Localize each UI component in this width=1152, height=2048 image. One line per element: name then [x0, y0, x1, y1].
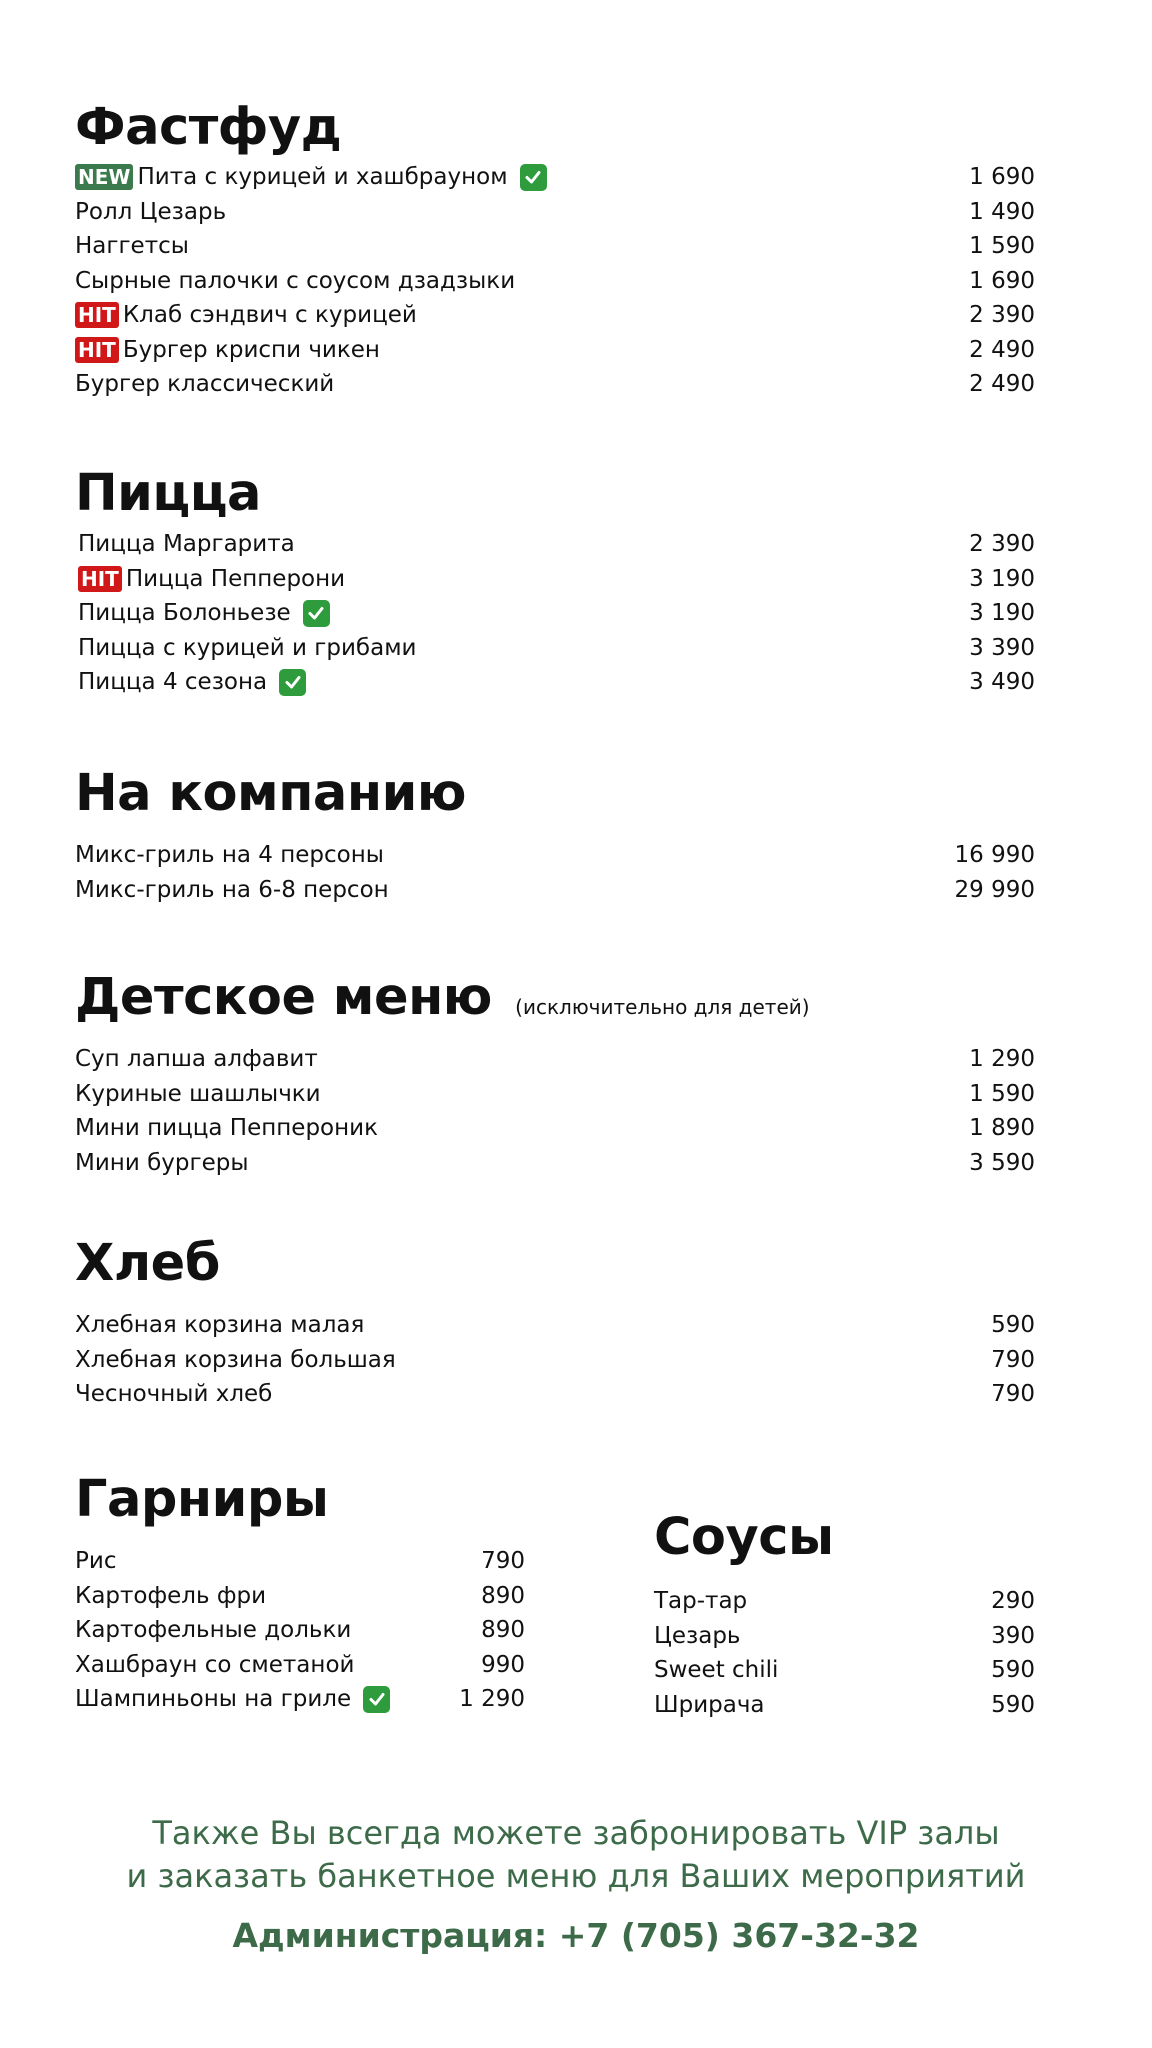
menu-item-name	[75, 1042, 318, 1076]
checkmark-icon	[303, 600, 330, 627]
checkmark-icon	[520, 164, 547, 191]
menu-item-name	[75, 1343, 396, 1377]
menu-item	[75, 264, 1035, 298]
menu-item	[78, 562, 1035, 596]
menu-item	[654, 1619, 1035, 1653]
menu-item-label: Тар-тар	[654, 1588, 748, 1614]
menu-item-price: 2 390	[969, 531, 1035, 557]
menu-item-label: Пицца Болоньезе	[78, 600, 291, 626]
menu-item-name	[75, 1146, 248, 1180]
menu-item-label: Бургер классический	[75, 371, 335, 397]
menu-item-price: 3 590	[969, 1149, 1035, 1176]
menu-item-name	[78, 596, 330, 630]
menu-item-label: Микс-гриль на 6-8 персон	[75, 876, 389, 903]
menu-item-label: Мини пицца Пеппероник	[75, 1115, 379, 1141]
menu-item	[75, 838, 1035, 872]
checkmark-icon	[363, 1686, 390, 1713]
menu-item-label: Хашбраун со сметаной	[75, 1651, 355, 1678]
menu-item-name	[75, 264, 515, 298]
menu-item	[75, 1682, 525, 1716]
menu-item	[654, 1688, 1035, 1722]
menu-item	[75, 333, 1035, 367]
menu-item-label: Сырные палочки с соусом дзадзыки	[75, 267, 516, 294]
menu-item-price: 1 690	[969, 164, 1035, 190]
menu-item	[75, 1042, 1035, 1076]
new-badge: NEW	[75, 164, 133, 190]
menu-item-name	[78, 562, 345, 596]
menu-item-label: Цезарь	[654, 1622, 741, 1649]
menu-item-label: Картофельные дольки	[75, 1617, 352, 1643]
menu-item-label: Пицца 4 сезона	[78, 669, 268, 695]
menu-item-name	[75, 1648, 354, 1682]
menu-item	[75, 1146, 1035, 1180]
menu-item-label: Мини бургеры	[75, 1149, 249, 1176]
menu-item-price: 2 390	[969, 302, 1035, 328]
menu-item-label: Суп лапша алфавит	[75, 1046, 318, 1072]
menu-item-price: 1 290	[969, 1046, 1035, 1072]
section-title-kids	[75, 968, 810, 1037]
menu-item-label: Sweet chili	[654, 1657, 779, 1683]
menu-item-name	[75, 229, 189, 263]
menu-item-price: 1 590	[969, 1080, 1035, 1107]
menu-item	[75, 1343, 1035, 1377]
menu-item-name	[75, 1579, 266, 1613]
menu-item-name	[75, 1544, 116, 1578]
footer-vip-line: Также Вы всегда можете забронировать VIP залы	[152, 1814, 1000, 1852]
menu-item-price: 2 490	[969, 336, 1035, 363]
menu-item-name	[75, 1682, 390, 1716]
kids-note: (исключительно для детей)	[515, 995, 810, 1019]
hit-badge: HIT	[78, 566, 122, 592]
menu-item-name	[654, 1619, 741, 1653]
menu-item-name	[75, 367, 334, 401]
menu-item-label: Пицца Пепперони	[125, 565, 346, 592]
section-title-garnish: Гарниры	[75, 1470, 329, 1529]
menu-item	[75, 195, 1035, 229]
menu-item-name	[78, 631, 417, 665]
menu-item-price: 3 190	[969, 565, 1035, 592]
menu-item-label: Пицца с курицей и грибами	[78, 634, 417, 661]
menu-item-name	[75, 838, 384, 872]
section-title-bread: Хлеб	[75, 1234, 220, 1293]
hit-badge: HIT	[75, 302, 119, 328]
menu-item	[75, 1308, 1035, 1342]
menu-item	[75, 367, 1035, 401]
menu-item-label: Шампиньоны на гриле	[75, 1686, 352, 1712]
menu-item	[75, 1648, 525, 1682]
menu-item-price: 290	[991, 1588, 1035, 1614]
section-title-sauces: Соусы	[654, 1508, 834, 1567]
menu-item-label: Ролл Цезарь	[75, 198, 227, 225]
menu-item-label: Пицца Маргарита	[78, 531, 295, 557]
menu-item-name	[75, 1077, 321, 1111]
menu-item-price: 1 690	[969, 267, 1035, 294]
menu-item	[78, 631, 1035, 665]
footer-banquet-line: и заказать банкетное меню для Ваших мероприятий	[126, 1857, 1026, 1895]
menu-item	[75, 1579, 525, 1613]
menu-item	[654, 1653, 1035, 1687]
menu-item-price: 3 390	[969, 634, 1035, 661]
menu-item-name	[75, 1111, 378, 1145]
menu-item	[75, 1377, 1035, 1411]
menu-item-price: 990	[481, 1651, 525, 1678]
menu-item-label: Картофель фри	[75, 1582, 267, 1609]
menu-item-name	[654, 1688, 765, 1722]
menu-item-price: 16 990	[954, 842, 1035, 868]
menu-item	[78, 596, 1035, 630]
menu-item-price: 590	[991, 1312, 1035, 1338]
menu-item-name	[75, 333, 380, 367]
menu-item-price: 790	[991, 1381, 1035, 1407]
menu-item-name	[75, 298, 417, 332]
menu-item-label: Бургер криспи чикен	[122, 336, 380, 363]
menu-item	[78, 527, 1035, 561]
section-title-fastfood: Фастфуд	[75, 98, 342, 157]
menu-item-price: 1 290	[459, 1686, 525, 1712]
menu-item-label: Наггетсы	[75, 233, 189, 259]
menu-item-name	[75, 160, 547, 194]
menu-item-name	[75, 1613, 351, 1647]
menu-item-price: 1 490	[969, 198, 1035, 225]
menu-item-label: Куриные шашлычки	[75, 1080, 321, 1107]
menu-item-name	[75, 873, 389, 907]
menu-item-price: 790	[991, 1346, 1035, 1373]
menu-item-name	[75, 195, 226, 229]
menu-item-price: 590	[991, 1691, 1035, 1718]
checkmark-icon	[279, 669, 306, 696]
menu-item-price: 3 490	[969, 669, 1035, 695]
menu-item	[75, 1544, 525, 1578]
menu-item-price: 1 890	[969, 1115, 1035, 1141]
menu-item-name	[78, 527, 295, 561]
menu-item	[75, 160, 1035, 194]
menu-item-name	[75, 1308, 364, 1342]
menu-item-label: Клаб сэндвич с курицей	[122, 302, 417, 328]
hit-badge: HIT	[75, 337, 119, 363]
menu-item-price: 29 990	[954, 876, 1035, 903]
footer-admin-phone: Администрация: +7 (705) 367-32-32	[232, 1916, 920, 1955]
menu-item-price: 1 590	[969, 233, 1035, 259]
menu-item-label: Микс-гриль на 4 персоны	[75, 842, 384, 868]
menu-item-name	[654, 1653, 778, 1687]
menu-item-price: 390	[991, 1622, 1035, 1649]
menu-item-name	[75, 1377, 272, 1411]
menu-item-price: 590	[991, 1657, 1035, 1683]
menu-item	[75, 873, 1035, 907]
menu-item-name	[654, 1584, 747, 1618]
menu-item-price: 790	[481, 1548, 525, 1574]
menu-item-label: Хлебная корзина большая	[75, 1346, 396, 1373]
menu-item	[654, 1584, 1035, 1618]
menu-item	[75, 1077, 1035, 1111]
menu-item	[75, 1613, 525, 1647]
menu-item	[78, 665, 1035, 699]
menu-item-price: 890	[481, 1582, 525, 1609]
section-title-pizza: Пицца	[75, 464, 261, 523]
menu-item-label: Пита с курицей и хашбрауном	[137, 164, 508, 190]
menu-item	[75, 1111, 1035, 1145]
menu-item-label: Шрирача	[654, 1691, 765, 1718]
menu-item-label: Чесночный хлеб	[75, 1381, 273, 1407]
menu-item-label: Рис	[75, 1548, 117, 1574]
section-title-company: На компанию	[75, 764, 466, 823]
menu-item	[75, 229, 1035, 263]
menu-item-price: 3 190	[969, 600, 1035, 626]
kids-title-text: Детское меню	[75, 968, 492, 1027]
menu-item-label: Хлебная корзина малая	[75, 1312, 365, 1338]
menu-item	[75, 298, 1035, 332]
menu-item-name	[78, 665, 306, 699]
menu-item-price: 2 490	[969, 371, 1035, 397]
menu-item-price: 890	[481, 1617, 525, 1643]
